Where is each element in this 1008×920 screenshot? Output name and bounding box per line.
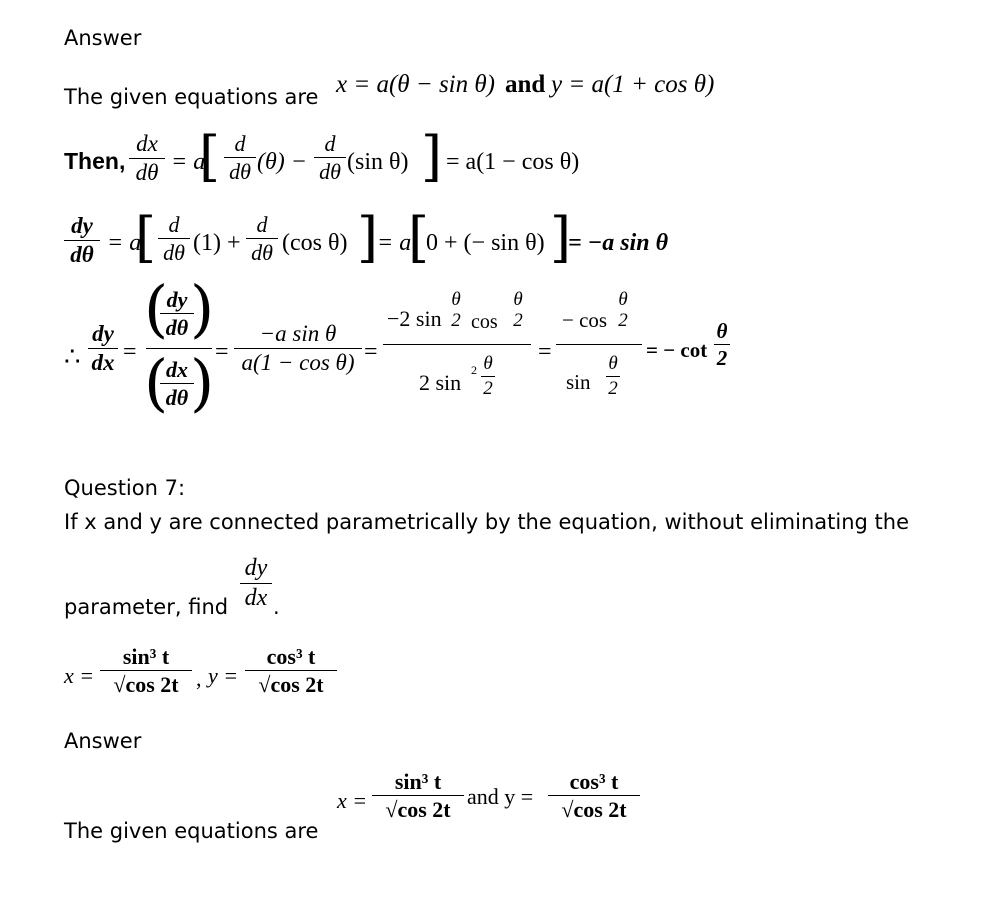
fraction-numerator: d [168, 212, 180, 237]
dy-result: = −a sin θ [568, 230, 669, 256]
equals-sign: = [215, 339, 229, 365]
fraction-numerator: dy [166, 287, 188, 312]
fraction-denominator: 2 [608, 377, 618, 399]
numerator-sin: −2 sin [387, 306, 442, 331]
y-fraction [245, 645, 337, 696]
half-theta-fraction [481, 354, 495, 399]
fraction-numerator: dy [92, 321, 114, 346]
and-word: and [505, 71, 546, 98]
fraction-numerator: dy [244, 555, 268, 581]
ratio-fraction-3 [556, 290, 646, 410]
ratio-fraction-2 [383, 290, 533, 410]
y-fraction [548, 770, 640, 821]
half-theta-fraction [511, 290, 525, 331]
given-equations-intro: The given equations are [64, 819, 319, 843]
d-dtheta-fraction [314, 132, 346, 183]
fraction-denominator: 2 [483, 377, 493, 399]
inner-term: 0 + (− sin θ) [426, 230, 545, 256]
fraction-numerator: d [234, 131, 246, 156]
d-dtheta-fraction [158, 213, 190, 264]
equals-sign: = [538, 339, 552, 365]
fraction-numerator: dy [71, 213, 93, 238]
left-bracket: [ [135, 206, 157, 269]
half-theta-fraction [449, 290, 463, 331]
dy-dtheta-fraction [160, 288, 194, 339]
fraction-denominator: 2 [618, 309, 628, 331]
right-bracket: ] [421, 125, 443, 188]
given-equations-intro: The given equations are [64, 85, 319, 109]
fraction-denominator: dx [244, 585, 268, 612]
d-dtheta-fraction [224, 132, 256, 183]
fraction-denominator: √cos 2t [385, 797, 451, 823]
theta-term: (θ) − [257, 149, 307, 175]
half-theta-fraction [616, 290, 630, 331]
fraction-denominator: dθ [229, 159, 251, 185]
equals-sign: = [364, 339, 378, 365]
fraction-denominator: √cos 2t [258, 672, 324, 698]
fraction-denominator: 2 [513, 309, 523, 331]
y-equals: y = [208, 663, 239, 688]
fraction-numerator: dx [166, 357, 188, 382]
period: . [273, 595, 280, 619]
fraction-numerator: d [256, 212, 268, 237]
question-text: If x and y are connected parametrically by the equation, without eliminating the [64, 510, 909, 534]
sin-term: (sin θ) [347, 149, 409, 175]
fraction-numerator: θ [608, 353, 618, 374]
denominator-sin: sin [566, 370, 591, 394]
x-fraction [372, 770, 464, 821]
fraction-numerator: d [324, 131, 336, 156]
x-fraction [100, 645, 192, 696]
cos-term: (cos θ) [282, 230, 348, 256]
denominator-sin: 2 sin [419, 370, 462, 395]
fraction-denominator: 2 [451, 309, 461, 331]
left-bracket: [ [408, 206, 430, 269]
square-exponent: 2 [471, 363, 477, 377]
x-equals: x = [337, 788, 368, 813]
fraction-numerator: θ [716, 319, 728, 343]
fraction-numerator: θ [618, 289, 628, 310]
question-heading: Question 7: [64, 476, 186, 500]
fraction-denominator: dθ [165, 315, 189, 341]
fraction-numerator: dx [136, 131, 158, 156]
fraction-numerator: sin³ t [122, 644, 170, 669]
fraction-numerator: sin³ t [394, 769, 442, 794]
fraction-denominator: dθ [165, 385, 189, 411]
dx-dtheta-fraction [160, 358, 194, 409]
half-theta-fraction [606, 354, 620, 399]
fraction-denominator: dθ [319, 159, 341, 185]
question-text-continued: parameter, find [64, 595, 229, 619]
equals-a: = a [107, 230, 142, 256]
fraction-denominator: dθ [135, 160, 159, 186]
dx-dtheta-fraction [129, 132, 165, 185]
fraction-denominator: dx [91, 350, 115, 376]
numerator-cos: cos [471, 311, 498, 333]
fraction-numerator: θ [451, 289, 461, 310]
equals-a: = a [171, 149, 206, 175]
equals-a: = a [377, 230, 412, 256]
fraction-numerator: cos³ t [569, 769, 619, 794]
fraction-numerator: θ [483, 353, 493, 374]
numerator-cos: − cos [562, 308, 608, 332]
d-dtheta-fraction [246, 213, 278, 264]
fraction-denominator: 2 [716, 346, 728, 371]
and-y-equals: and y = [467, 784, 534, 809]
parametric-quotient: ( ) dy dθ ( ) dx dθ [144, 272, 215, 419]
dy-dx-fraction [88, 322, 118, 375]
fraction-denominator: √cos 2t [561, 797, 627, 823]
one-term: (1) + [193, 230, 241, 256]
fraction-numerator: θ [513, 289, 523, 310]
ratio-fraction-1 [234, 322, 362, 375]
answer-heading: Answer [64, 26, 142, 50]
therefore-symbol: ∴ [64, 342, 81, 371]
dy-dx-fraction [240, 556, 272, 611]
equals-sign: = [123, 339, 137, 365]
equation-x: x = a(θ − sin θ) [336, 71, 495, 98]
answer-heading: Answer [64, 729, 142, 753]
equation-y: y = a(1 + cos θ) [551, 71, 715, 98]
fraction-denominator: √cos 2t [113, 672, 179, 698]
fraction-denominator: dθ [70, 242, 94, 268]
fraction-numerator: −a sin θ [259, 321, 337, 346]
comma: , [196, 666, 202, 691]
left-bracket: [ [199, 125, 221, 188]
fraction-denominator: a(1 − cos θ) [241, 350, 355, 376]
fraction-bar [383, 344, 531, 345]
dx-result: = a(1 − cos θ) [446, 149, 580, 175]
fraction-denominator: dθ [163, 240, 185, 266]
fraction-bar [556, 344, 642, 345]
x-equals: x = [64, 663, 95, 688]
right-bracket: ] [550, 206, 572, 269]
half-theta-fraction [714, 320, 730, 369]
cot-result: = − cot [646, 338, 708, 362]
dy-dtheta-fraction [64, 214, 100, 267]
then-label: Then, [64, 148, 126, 174]
fraction-numerator: cos³ t [266, 644, 316, 669]
fraction-denominator: dθ [251, 240, 273, 266]
right-bracket: ] [357, 206, 379, 269]
